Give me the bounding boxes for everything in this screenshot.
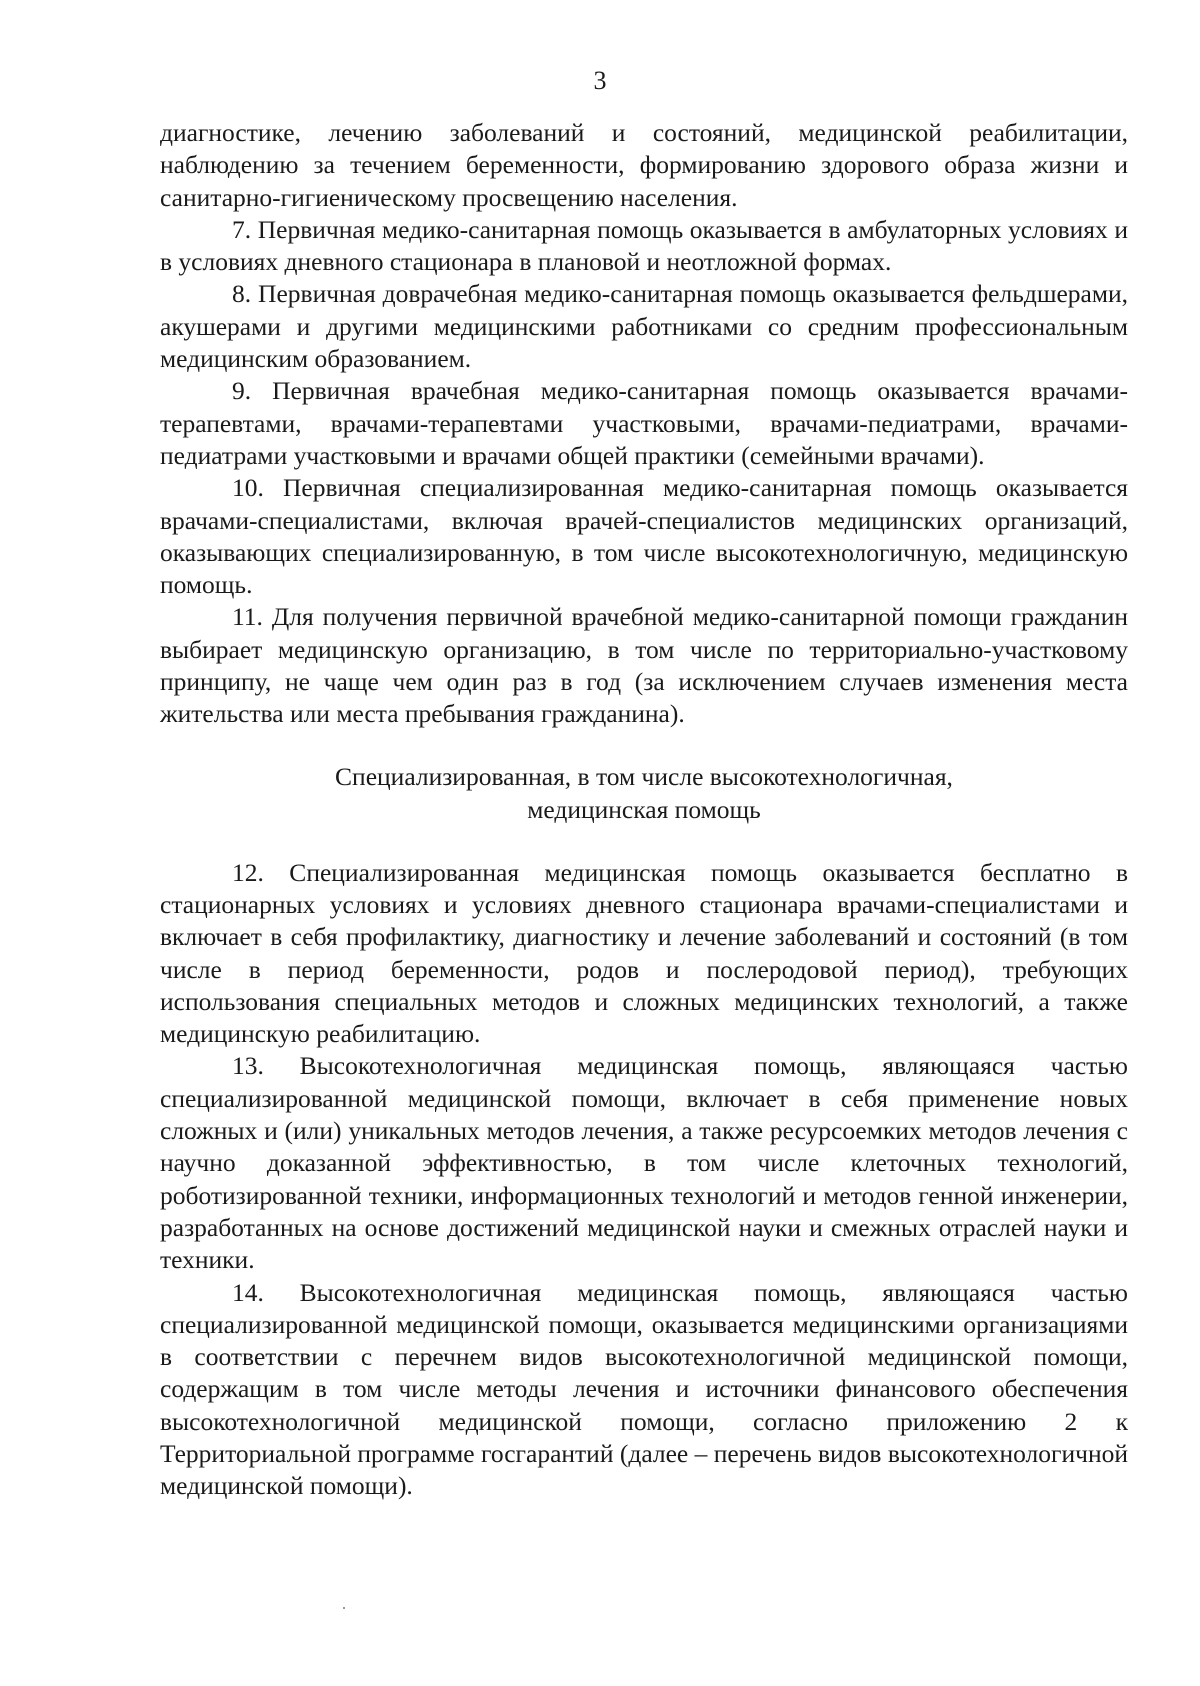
document-body [160,117,1128,1503]
paragraph-10: 10. Первичная специализированная медико-санитарная помощь оказывается врачами-специалистами, включая врачей-специалистов медицинских организаций, оказывающих специализированную, в том числе высокотехнологичную, медицинскую помощь. [160,473,1128,600]
paragraph-12: 12. Специализированная медицинская помощь оказывается бесплатно в стационарных условиях и условиях дневного стационара врачами-специалистами и включает в себя профилактику, диагностику и лечение заболеваний и состояний (в том числе в период беременности, родов и послеродовой период), требующих использования специальных методов и сложных медицинских технологий, а также медицинскую реабилитацию. [160,857,1128,1049]
paragraph-11: 11. Для получения первичной врачебной медико-санитарной помощи гражданин выбирает медицинскую организацию, в том числе по территориально-участковому принципу, не чаще чем один раз в год (за исключением случаев изменения места жительства или места пребывания гражданина). [160,602,1128,729]
page-number: 3 [593,66,607,95]
paragraph-continuation: диагностике, лечению заболеваний и состояний, медицинской реабилитации, наблюдению за течением беременности, формированию здорового образа жизни и санитарно-гигиеническому просвещению населения. [160,118,1128,212]
paragraph-7: 7. Первичная медико-санитарная помощь оказывается в амбулаторных условиях и в условиях дневного стационара в плановой и неотложной формах. [160,214,1128,277]
scan-speck [343,1607,345,1609]
section-heading [160,760,1128,826]
paragraph-14: 14. Высокотехнологичная медицинская помощь, являющаяся частью специализированной медицинской помощи, оказывается медицинскими организациями в соответствии с перечнем видов высокотехнологичной медицинской помощи, содержащим в том числе методы лечения и источники финансового обеспечения высокотехнологичной медицинской помощи, согласно приложению 2 к Территориальной программе госгарантий (далее – перечень видов высокотехнологичной медицинской помощи). [160,1277,1128,1501]
paragraph-9: 9. Первичная врачебная медико-санитарная помощь оказывается врачами-терапевтами, врачами-терапевтами участковыми, врачами-педиатрами, врачами-педиатрами участковыми и врачами общей практики (семейными врачами). [160,376,1128,470]
section-heading-line-2: медицинская помощь [527,794,761,824]
paragraph-8: 8. Первичная доврачебная медико-санитарная помощь оказывается фельдшерами, акушерами и другими медицинскими работниками со средним профессиональным медицинским образованием. [160,279,1128,374]
section-heading-line-1: Специализированная, в том числе высокотехнологичная, [335,761,953,791]
paragraph-13: 13. Высокотехнологичная медицинская помощь, являющаяся частью специализированной медицинской помощи, включает в себя применение новых сложных и (или) уникальных методов лечения, а также ресурсоемких методов лечения с научно доказанной эффективностью, в том числе клеточных технологий, роботизированной техники, информационных технологий и методов генной инженерии, разработанных на основе достижений медицинской науки и смежных отраслей науки и техники. [160,1051,1128,1275]
